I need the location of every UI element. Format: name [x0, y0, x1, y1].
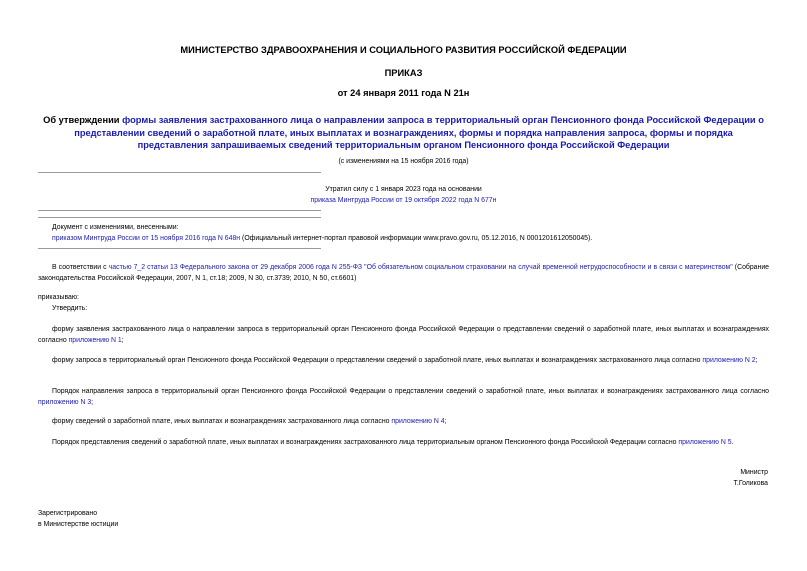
approved-item: [38, 437, 769, 448]
item-text: форму заявления застрахованного лица о направлении запроса в территориальный орган Пенсионного фонда Российской Федерации о представлении сведений о заработной плате, иных выплатах и вознаграждениях согласно: [38, 326, 769, 344]
item-text: Порядок направления запроса в территориальный орган Пенсионного фонда Российской Федерации о представлении сведений о заработной плате, иных выплатах и вознаграждениях застрахованного лица согласно: [52, 388, 769, 395]
document-date-number: от 24 января 2011 года N 21н: [337, 88, 470, 98]
signatory-name: Т.Голикова: [733, 480, 768, 487]
appendix-link[interactable]: приложению N 1: [68, 337, 122, 344]
divider: [38, 248, 321, 249]
approve-word: Утвердить:: [52, 305, 88, 312]
item-text: форму запроса в территориальный орган Пенсионного фонда Российской Федерации о представлении сведений о заработной плате, иных выплатах и вознаграждениях застрахованного лица согласно: [52, 357, 703, 364]
approved-item: [38, 355, 769, 366]
order-word: приказываю:: [38, 294, 79, 301]
item-end: ;: [444, 418, 447, 425]
appendix-link[interactable]: приложению N 2: [702, 357, 756, 364]
preamble: [38, 262, 769, 284]
approved-item: [38, 324, 769, 346]
divider: [38, 172, 321, 173]
title-prefix: Об утверждении: [43, 115, 123, 125]
appendix-link[interactable]: приложению N 3: [38, 399, 92, 406]
item-end: ;: [121, 337, 124, 344]
title-link[interactable]: формы заявления застрахованного лица о направлении запроса в территориальный орган Пенсионного фонда Российской Федерации о представлении сведений о заработной плате, иных выплатах и вознаграждениях, формы и порядка направления запроса, формы и порядка представления запрашиваемых сведений территориальным органом Пенсионного фонда Российской Федерации: [74, 115, 764, 151]
item-text: Порядок представления сведений о заработной плате, иных выплатах и вознаграждениях застрахованного лица территориальным органом Пенсионного фонда Российской Федерации согласно: [52, 439, 679, 446]
amendments-link[interactable]: приказом Минтруда России от 15 ноября 2016 года N 648н: [52, 235, 241, 242]
edition-note: (с изменениями на 15 ноября 2016 года): [338, 158, 469, 165]
approved-item: [38, 386, 769, 408]
appendix-link[interactable]: приложению N 5: [678, 439, 732, 446]
approved-item: [38, 416, 769, 427]
divider: [38, 217, 321, 218]
document-title: [40, 114, 767, 152]
signatory-position: Министр: [740, 469, 768, 476]
item-end: ;: [755, 357, 758, 364]
repeal-link[interactable]: приказа Минтруда России от 19 октября 2022 года N 677н: [310, 197, 497, 204]
registration-line2: в Министерстве юстиции: [38, 521, 119, 528]
registration-line1: Зарегистрировано: [38, 510, 98, 517]
amendments-source: (Официальный интернет-портал правовой информации www.pravo.gov.ru, 05.12.2016, N 0001201612050045).: [240, 235, 593, 242]
preamble-law-link[interactable]: частью 7_2 статьи 13 Федерального закона от 29 декабря 2006 года N 255-ФЗ "Об обязательном социальном страховании на случай временной нетрудоспособности и в связи с материнством": [108, 264, 733, 271]
appendix-link[interactable]: приложению N 4: [391, 418, 445, 425]
divider: [38, 210, 321, 211]
amendments-line: [52, 233, 772, 244]
item-end: .: [731, 439, 734, 446]
item-text: форму сведений о заработной плате, иных выплатах и вознаграждениях застрахованного лица согласно: [52, 418, 392, 425]
amendments-intro: Документ с изменениями, внесенными:: [52, 224, 179, 231]
preamble-prefix: В соответствии с: [52, 264, 109, 271]
ministry-heading: МИНИСТЕРСТВО ЗДРАВООХРАНЕНИЯ И СОЦИАЛЬНОГО РАЗВИТИЯ РОССИЙСКОЙ ФЕДЕРАЦИИ: [180, 45, 627, 55]
item-end: ;: [91, 399, 94, 406]
document-type: ПРИКАЗ: [384, 68, 423, 78]
repeal-note: Утратил силу с 1 января 2023 года на основании: [325, 186, 482, 193]
preamble-source: (Собрание законодательства Российской Федерации, 2007, N 1, ст.18; 2009, N 30, ст.3739; 2010, N 50, ст.6601): [38, 264, 770, 282]
